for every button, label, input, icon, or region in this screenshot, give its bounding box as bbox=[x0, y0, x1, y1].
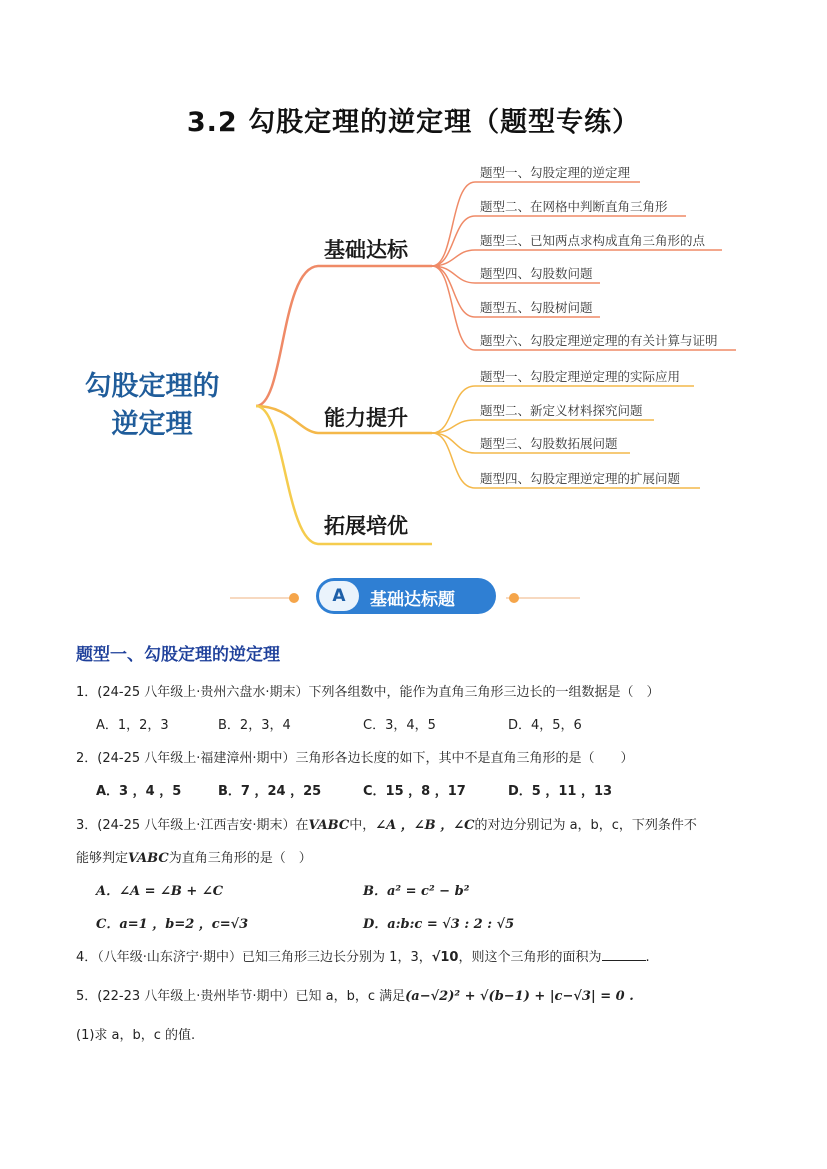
question-3-mid: 中， bbox=[349, 818, 376, 833]
mindmap-leaf: 题型四、勾股定理逆定理的扩展问题 bbox=[480, 471, 681, 486]
mindmap-branch-improve: 能力提升 bbox=[324, 406, 408, 430]
question-1-text: 1．(24-25 八年级上·贵州六盘水·期末）下列各组数中，能作为直角三角形三边长的一组数据是（ ） bbox=[76, 685, 660, 700]
triangle-symbol: VABC bbox=[308, 818, 350, 833]
mindmap-leaf: 题型一、勾股定理逆定理的实际应用 bbox=[480, 369, 681, 384]
question-3-intro: 3．(24-25 八年级上·江西吉安·期末）在 bbox=[76, 818, 309, 833]
question-5-text bbox=[76, 985, 634, 1004]
question-3-option-a: A．∠A = ∠B + ∠C bbox=[96, 884, 224, 899]
question-2-text: 2．(24-25 八年级上·福建漳州·期中）三角形各边长度的如下，其中不是直角三角形的是（ ） bbox=[76, 751, 634, 766]
question-5-intro: 5．(22-23 八年级上·贵州毕节·期中）已知 a，b，c 满足 bbox=[76, 989, 406, 1004]
sqrt-10: √10 bbox=[431, 950, 459, 965]
question-1-option-a: A．1，2，3 bbox=[96, 718, 169, 733]
question-5-formula: (a−√2)² + √(b−1) + |c−√3| = 0 . bbox=[405, 989, 634, 1004]
question-3-option-d: D．a:b:c = √3 : 2 : √5 bbox=[363, 917, 515, 932]
mindmap-branch-extend: 拓展培优 bbox=[324, 514, 408, 538]
mindmap-central-line-1: 勾股定理的 bbox=[84, 371, 220, 402]
triangle-symbol: VABC bbox=[128, 851, 169, 866]
question-1-option-d: D．4，5，6 bbox=[508, 718, 582, 733]
question-4-end: . bbox=[645, 950, 650, 965]
question-2-option-d: D．5 ，11 ，13 bbox=[508, 784, 613, 799]
mindmap-leaf: 题型四、勾股数问题 bbox=[480, 266, 593, 281]
mindmap-central-node bbox=[62, 368, 242, 444]
question-2-option-b: B．7 ，24 ，25 bbox=[218, 784, 322, 799]
question-3-end: 为直角三角形的是（ ） bbox=[168, 851, 312, 866]
question-3-option-b: B．a² = c² − b² bbox=[363, 884, 470, 899]
question-2-option-c: C．15 ，8 ，17 bbox=[363, 784, 466, 799]
mindmap-central-line-2: 逆定理 bbox=[111, 409, 193, 440]
question-3-option-c: C．a=1 ，b=2 ，c=√3 bbox=[96, 917, 249, 932]
question-4-intro: 4．（八年级·山东济宁·期中）已知三角形三边长分别为 1，3， bbox=[76, 950, 432, 965]
question-3-line-1 bbox=[76, 814, 697, 833]
section-title: 基础达标题 bbox=[370, 590, 455, 610]
question-4-text bbox=[76, 946, 650, 965]
page-title: 3.2 勾股定理的逆定理（题型专练） bbox=[186, 107, 641, 138]
question-3-rest: 的对边分别记为 a，b，c，下列条件不 bbox=[474, 818, 697, 833]
mindmap-leaf: 题型二、新定义材料探究问题 bbox=[480, 403, 643, 418]
mindmap-leaf: 题型五、勾股树问题 bbox=[480, 300, 593, 315]
mindmap-connectors bbox=[0, 0, 827, 560]
question-1-option-b: B．2，3，4 bbox=[218, 718, 291, 733]
section-letter-badge: A bbox=[319, 581, 359, 611]
question-3-cont: 能够判定 bbox=[76, 851, 129, 866]
mindmap-branch-basic: 基础达标 bbox=[324, 238, 408, 262]
mindmap-leaf: 题型一、勾股定理的逆定理 bbox=[480, 165, 631, 180]
mindmap-leaf: 题型三、已知两点求构成直角三角形的点 bbox=[480, 233, 706, 248]
question-3-line-2 bbox=[76, 847, 312, 866]
angle-list: ∠A ，∠B ，∠C bbox=[375, 818, 475, 833]
question-2-option-a: A．3 ，4 ，5 bbox=[96, 784, 182, 799]
mindmap-leaf: 题型二、在网格中判断直角三角形 bbox=[480, 199, 668, 214]
mindmap-leaf: 题型六、勾股定理逆定理的有关计算与证明 bbox=[480, 333, 718, 348]
answer-blank[interactable] bbox=[602, 960, 646, 961]
question-4-ask: ，则这个三角形的面积为 bbox=[458, 950, 602, 965]
question-5-sub-1: (1)求 a，b，c 的值. bbox=[76, 1028, 196, 1043]
mindmap-leaf: 题型三、勾股数拓展问题 bbox=[480, 436, 618, 451]
question-1-option-c: C．3，4，5 bbox=[363, 718, 436, 733]
topic-heading: 题型一、勾股定理的逆定理 bbox=[76, 645, 280, 665]
